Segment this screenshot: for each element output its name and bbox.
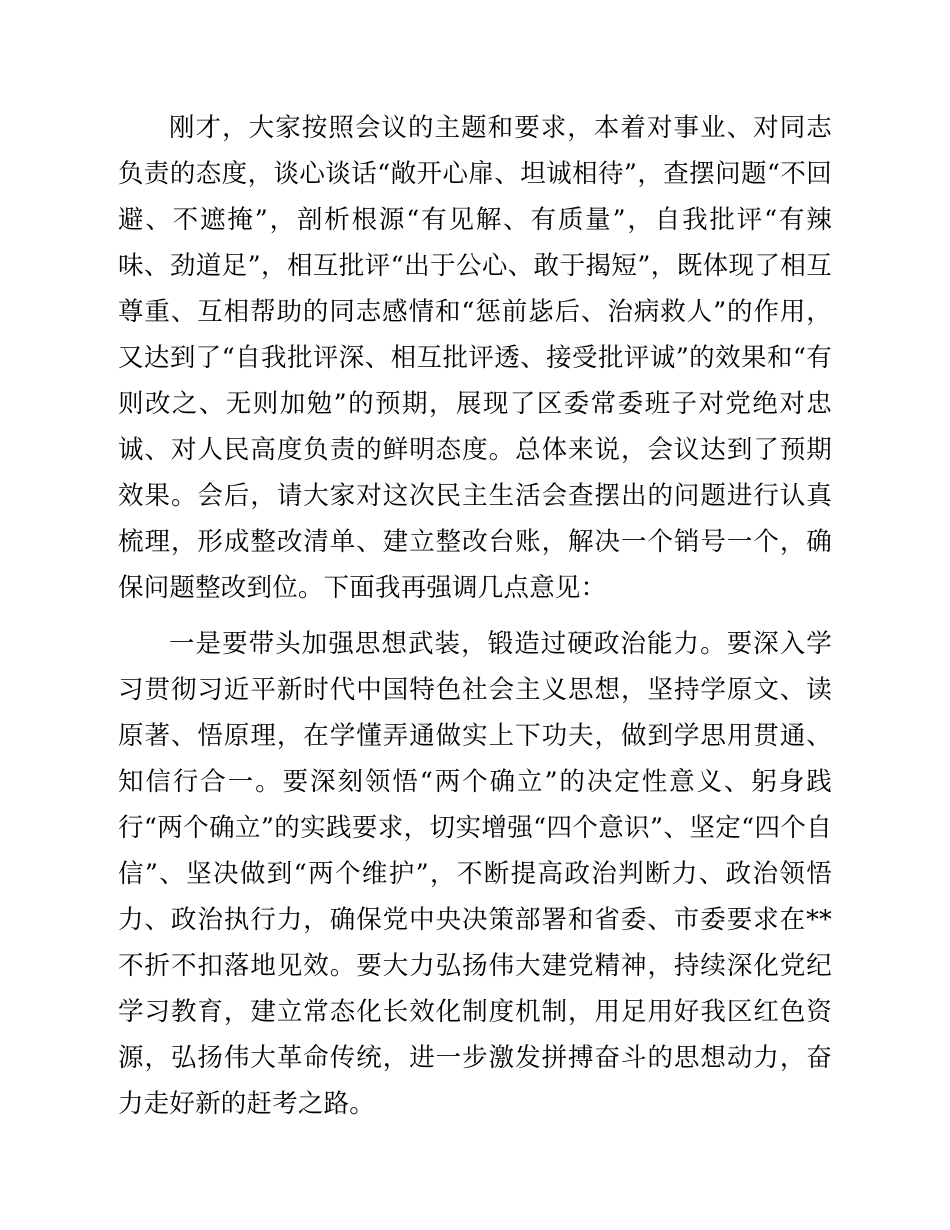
paragraph-2: 一是要带头加强思想武装，锻造过硬政治能力。要深入学习贯彻习近平新时代中国特色社会主义思想，坚持学原文、读原著、悟原理，在学懂弄通做实上下功夫，做到学思用贯通、知信行合一。要深刻领悟“两个确立”的决定性意义、躬身践行“两个确立”的实践要求，切实增强“四个意识”、坚定“四个自信”、坚决做到“两个维护”，不断提高政治判断力、政治领悟力、政治执行力，确保党中央决策部署和省委、市委要求在**不折不扣落地见效。要大力弘扬伟大建党精神，持续深化党纪学习教育，建立常态化长效化制度机制，用足用好我区红色资源，弘扬伟大革命传统，进一步激发拼搏奋斗的思想动力，奋力走好新的赶考之路。 (118, 629, 832, 1119)
paragraph-1: 刚才，大家按照会议的主题和要求，本着对事业、对同志负责的态度，谈心谈话“敞开心扉、坦诚相待”，查摆问题“不回避、不遮掩”，剖析根源“有见解、有质量”，自我批评“有辣味、劲道足”，相互批评“出于公心、敢于揭短”，既体现了相互尊重、互相帮助的同志感情和“惩前毖后、治病救人”的作用，又达到了“自我批评深、相互批评透、接受批评诚”的效果和“有则改之、无则加勉”的预期，展现了区委常委班子对党绝对忠诚、对人民高度负责的鲜明态度。总体来说，会议达到了预期效果。会后，请大家对这次民主生活会查摆出的问题进行认真梳理，形成整改清单、建立整改台账，解决一个销号一个，确保问题整改到位。下面我再强调几点意见： (118, 113, 832, 603)
document-body (118, 105, 832, 1127)
